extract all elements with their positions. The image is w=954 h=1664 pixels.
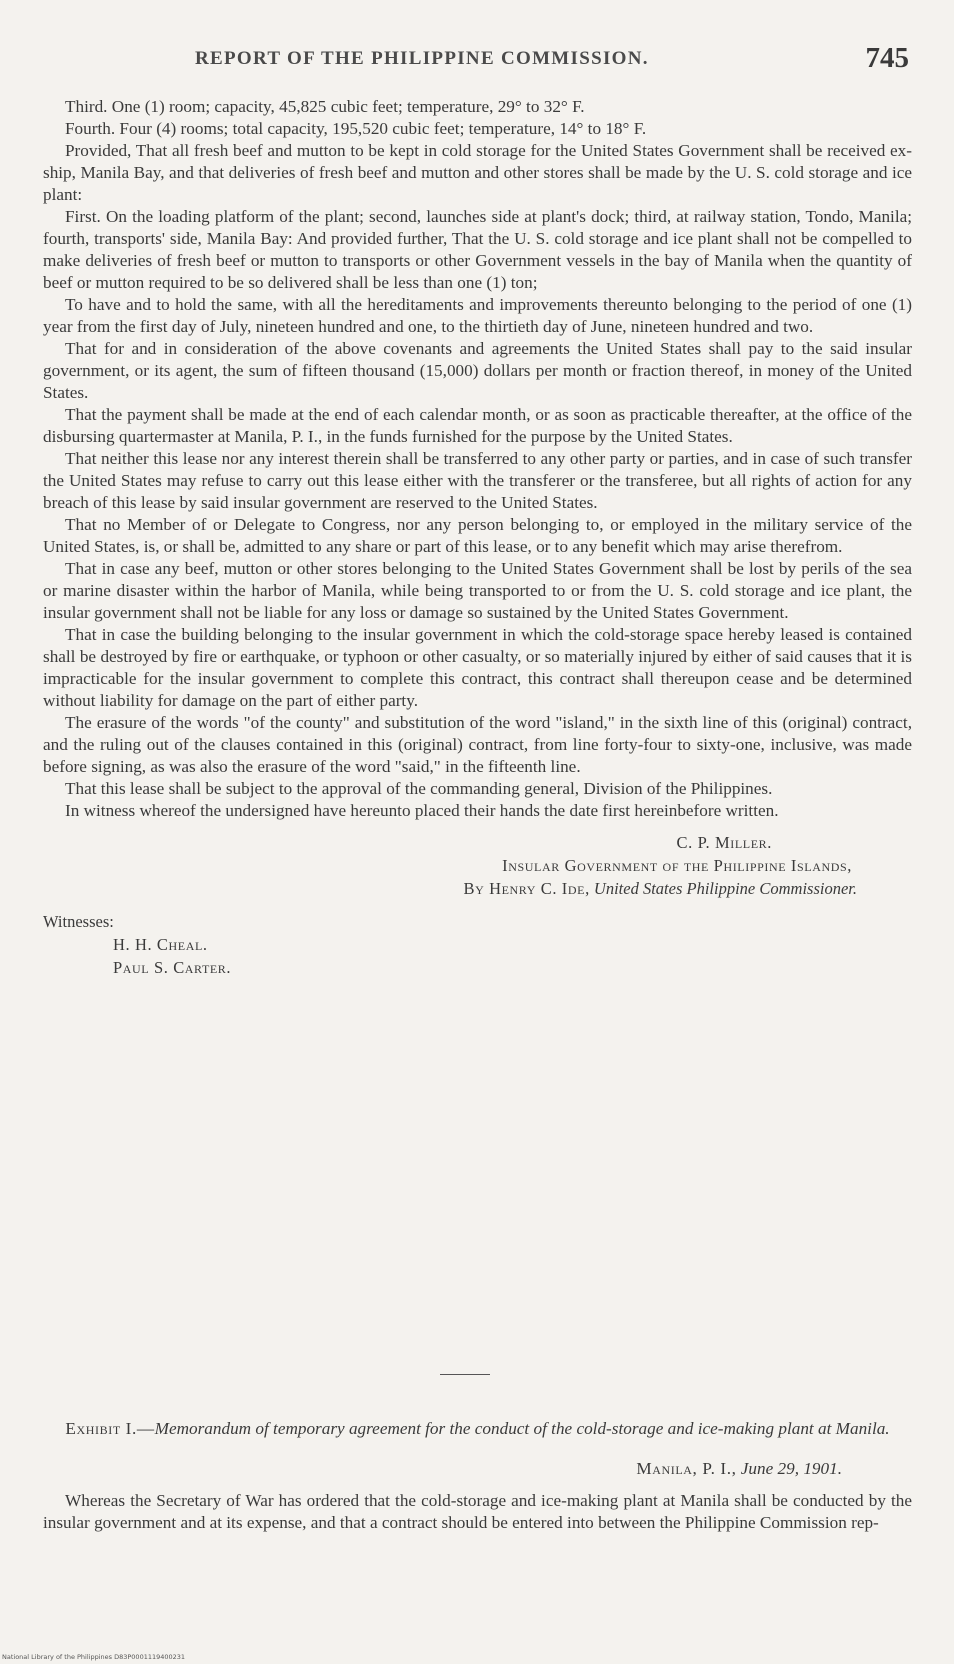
paragraph-destruction: That in case the building belonging to the insular government in which the cold-storage space hereby leased is contained shall be destroyed by fire or earthquake, or typhoon or other casualty, or so materially injured by either of said causes that it is impracticable for the insular government to complete this contract, this contract shall thereupon cease and be determined without liability for damage on the part of either party. [43, 625, 912, 710]
scan-footer: National Library of the Philippines D83P0001119400231 [2, 1653, 186, 1661]
paragraph-provided: Provided, That all fresh beef and mutton to be kept in cold storage for the United States Government shall be received ex-ship, Manila Bay, and that deliveries of fresh beef and mutton and other stores shall be made by the U. S. cold storage and ice plant: [43, 141, 912, 204]
paragraph-payment: That the payment shall be made at the end of each calendar month, or as soon as practicable thereafter, at the office of the disbursing quartermaster at Manila, P. I., in the funds furnished for the purpose by the United States. [43, 405, 912, 446]
witness-block [43, 910, 912, 979]
paragraph-transfer: That neither this lease nor any interest therein shall be transferred to any other party or parties, and in case of such transfer the United States may refuse to carry out this lease either with the transferer or the transferee, but all rights of action for any breach of this lease by said insular government are reserved to the United States. [43, 449, 912, 512]
exhibit-heading [43, 1418, 912, 1440]
exhibit-label: Exhibit I.— [65, 1419, 155, 1438]
paragraph-approval: That this lease shall be subject to the approval of the commanding general, Division of the Philippines. [65, 779, 773, 798]
paragraph-third: Third. One (1) room; capacity, 45,825 cubic feet; temperature, 29° to 32° F. [65, 97, 585, 116]
paragraph-fourth: Fourth. Four (4) rooms; total capacity, 195,520 cubic feet; temperature, 14° to 18° F. [65, 119, 647, 138]
signatory-by-line [43, 877, 912, 900]
signatory-title: United States Philippine Commissioner. [593, 879, 857, 898]
exhibit-title: Memorandum of temporary agreement for the conduct of the cold-storage and ice-making plant at Manila. [154, 1419, 890, 1438]
running-head: REPORT OF THE PHILIPPINE COMMISSION. [195, 48, 649, 69]
page-number: 745 [865, 42, 909, 74]
signatory-government: Insular Government of the Philippine Islands, [502, 856, 852, 875]
signature-block [43, 831, 912, 900]
signatory-name: C. P. Miller. [676, 833, 772, 852]
dateline-date: June 29, 1901. [740, 1459, 842, 1478]
exhibit-dateline [43, 1458, 912, 1480]
page-header [195, 42, 915, 82]
exhibit-opening-paragraph: Whereas the Secretary of War has ordered that the cold-storage and ice-making plant at Manila shall be conducted by the insular government and at its expense, and that a contract should be entered into between the Philippine Commission rep- [43, 1491, 912, 1532]
section-divider [440, 1374, 490, 1375]
paragraph-loss: That in case any beef, mutton or other stores belonging to the United States Government shall be lost by perils of the sea or marine disaster within the harbor of Manila, while being transported to or from the U. S. cold storage and ice plant, the insular government shall not be liable for any loss or damage so sustained by the United States Government. [43, 559, 912, 622]
exhibit-section [43, 1418, 912, 1534]
witness-name: Paul S. Carter. [113, 958, 232, 977]
paragraph-congress: That no Member of or Delegate to Congress, nor any person belonging to, or employed in the military service of the United States, is, or shall be, admitted to any share or part of this lease, or to any benefit which may arise therefrom. [43, 515, 912, 556]
dateline-place: Manila, P. I., [636, 1459, 737, 1478]
witnesses-label: Witnesses: [43, 912, 114, 931]
paragraph-to-have: To have and to hold the same, with all the hereditaments and improvements thereunto belonging to the period of one (1) year from the first day of July, nineteen hundred and one, to the thirtieth day of June, nineteen hundred and two. [43, 295, 912, 336]
body-text [43, 96, 912, 979]
paragraph-first: First. On the loading platform of the plant; second, launches side at plant's dock; third, at railway station, Tondo, Manila; fourth, transports' side, Manila Bay: And provided further, That the U. S. cold storage and ice plant shall not be compelled to make deliveries of fresh beef or mutton to transports or other Government vessels in the bay of Manila when the quantity of beef or mutton required to be so delivered shall be less than one (1) ton; [43, 207, 912, 292]
witness-name: H. H. Cheal. [113, 935, 208, 954]
paragraph-witness-whereof: In witness whereof the undersigned have hereunto placed their hands the date first hereinbefore written. [65, 801, 779, 820]
signatory-by-name: By Henry C. Ide, [463, 879, 590, 898]
paragraph-consideration: That for and in consideration of the above covenants and agreements the United States shall pay to the said insular government, or its agent, the sum of fifteen thousand (15,000) dollars per month or fraction thereof, in money of the United States. [43, 339, 912, 402]
paragraph-erasure: The erasure of the words "of the county" and substitution of the word "island," in the sixth line of this (original) contract, and the ruling out of the clauses contained in this (original) contract, from line forty-four to sixty-one, inclusive, was made before signing, as was also the erasure of the word "said," in the fifteenth line. [43, 713, 912, 776]
